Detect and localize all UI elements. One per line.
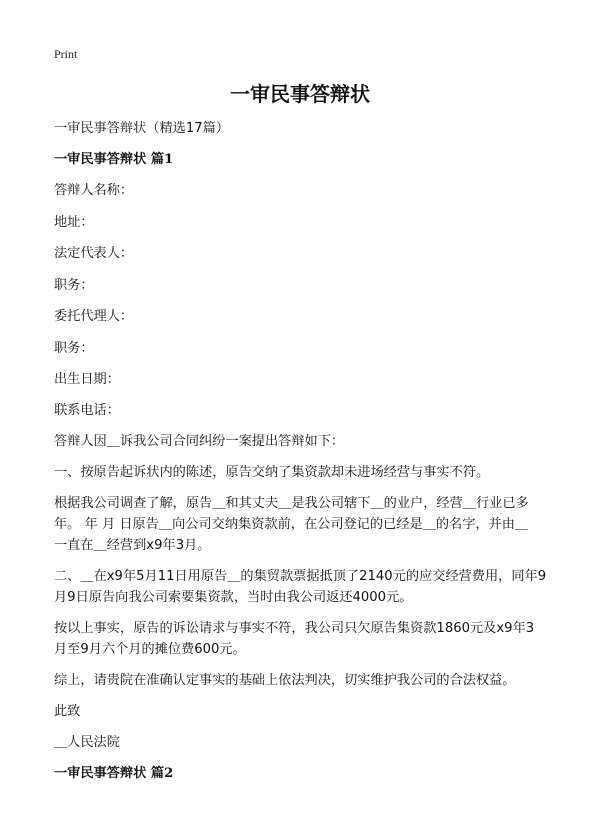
page-title: 一审民事答辩状 — [230, 82, 370, 106]
field-position: 职务： — [54, 278, 94, 293]
paragraph-conclusion: 综上，请贵院在准确认定事实的基础上依法判决，切实维护我公司的合法权益。 — [54, 673, 516, 688]
paragraph-point-1: 一、按原告起诉状内的陈述，原告交纳了集资款却未进场经营与事实不符。 — [54, 465, 490, 480]
field-phone: 联系电话： — [54, 403, 120, 418]
document-subtitle: 一审民事答辩状（精选17篇） — [54, 121, 230, 136]
paragraph-line: 二、＿在x9年5月11日用原告＿的集贸款票据抵顶了2140元的应交经营费用，同年9 — [54, 569, 547, 584]
paragraph-line: 根据我公司调查了解，原告＿和其丈夫＿是我公司辖下＿的业户，经营＿行业已多 — [54, 496, 529, 511]
paragraph-line: 月9日原告向我公司索要集资款，当时由我公司返还4000元。 — [54, 590, 413, 605]
section-heading-1: 一审民事答辩状 篇1 — [54, 152, 174, 167]
closing-salutation: 此致 — [54, 704, 81, 719]
section-heading-2: 一审民事答辩状 篇2 — [54, 766, 174, 781]
print-link[interactable]: Print — [54, 47, 78, 61]
field-agent: 委托代理人： — [54, 309, 134, 324]
field-address: 地址： — [54, 215, 94, 230]
court-name: ＿人民法院 — [54, 735, 120, 750]
field-legal-representative: 法定代表人： — [54, 246, 134, 261]
paragraph-line: 一直在＿经营到x9年3月。 — [54, 538, 211, 553]
field-position-agent: 职务： — [54, 341, 94, 356]
paragraph-line: 年。 年 月 日原告＿向公司交纳集资款前，在公司登记的已经是＿的名字，并由＿ — [54, 517, 529, 532]
paragraph-intro: 答辩人因＿诉我公司合同纠纷一案提出答辩如下： — [54, 434, 345, 449]
paragraph-line: 月至9月六个月的摊位费600元。 — [54, 642, 246, 657]
field-respondent-name: 答辩人名称： — [54, 183, 134, 198]
paragraph-line: 按以上事实，原告的诉讼请求与事实不符，我公司只欠原告集资款1860元及x9年3 — [54, 621, 535, 636]
field-birth-date: 出生日期： — [54, 372, 120, 387]
